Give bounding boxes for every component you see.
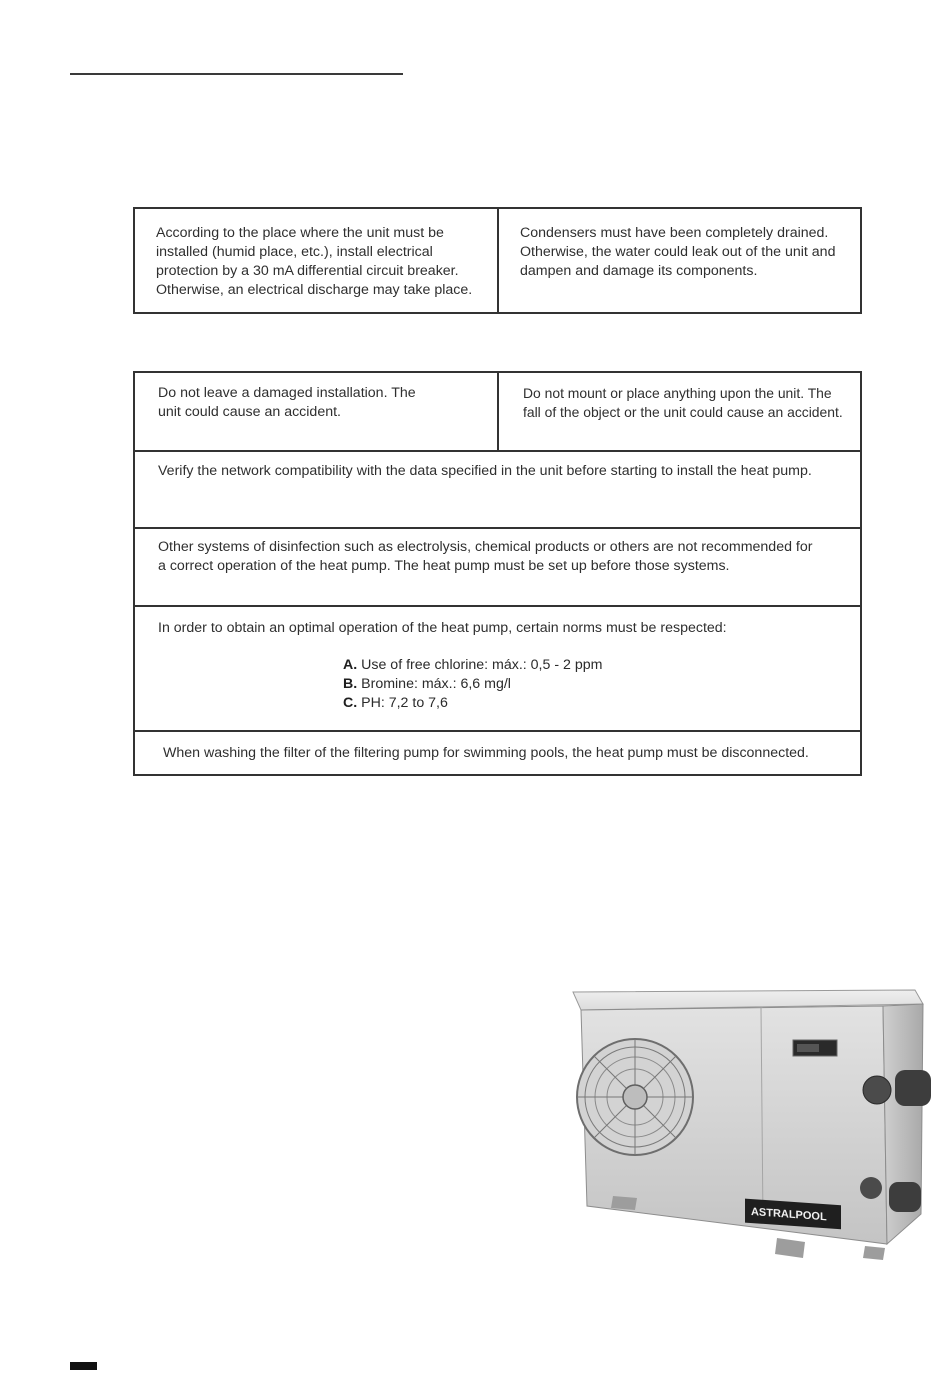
row-divider — [135, 450, 860, 452]
row-divider — [135, 527, 860, 529]
warning-table-1 — [133, 207, 862, 314]
norm-item: B. Bromine: máx.: 6,6 mg/l — [343, 676, 511, 692]
svg-text:ASTRALPOOL: ASTRALPOOL — [751, 1206, 827, 1224]
norm-item: C. PH: 7,2 to 7,6 — [343, 695, 448, 711]
row-divider — [135, 730, 860, 732]
header-rule — [70, 73, 403, 75]
table-divider — [497, 373, 499, 450]
fan-icon — [577, 1039, 693, 1155]
warning-nothing-on-unit: Do not mount or place anything upon the unit. The fall of the object or the unit could cause an accident. — [523, 385, 843, 420]
norms-intro: In order to obtain an optimal operation of the heat pump, certain norms must be respected: — [158, 620, 727, 636]
warning-damaged-installation: Do not leave a damaged installation. The unit could cause an accident. — [158, 385, 416, 420]
warning-electrical-protection: According to the place where the unit must be installed (humid place, etc.), install electrical protection by a 30 mA differential circuit breaker. Otherwise, an electrical discharge may take place. — [156, 225, 473, 298]
warning-condensers-drained: Condensers must have been completely drained. Otherwise, the water could leak out of the unit and dampen and damage its components. — [520, 225, 836, 279]
warning-table-2 — [133, 371, 862, 776]
norms-list — [343, 656, 602, 713]
control-display-icon — [793, 1040, 837, 1056]
page-number-mark — [70, 1362, 97, 1370]
norm-item: A. Use of free chlorine: máx.: 0,5 - 2 ppm — [343, 657, 603, 673]
warning-filter-washing: When washing the filter of the filtering pump for swimming pools, the heat pump must be disconnected. — [163, 745, 809, 761]
row-divider — [135, 605, 860, 607]
warning-disinfection-systems: Other systems of disinfection such as electrolysis, chemical products or others are not recommended for a correct operation of the heat pump. The heat pump must be set up before those systems. — [158, 539, 813, 574]
table-divider — [497, 209, 499, 312]
heat-pump-photo — [565, 982, 940, 1277]
warning-network-compatibility: Verify the network compatibility with the data specified in the unit before starting to install the heat pump. — [158, 463, 812, 479]
